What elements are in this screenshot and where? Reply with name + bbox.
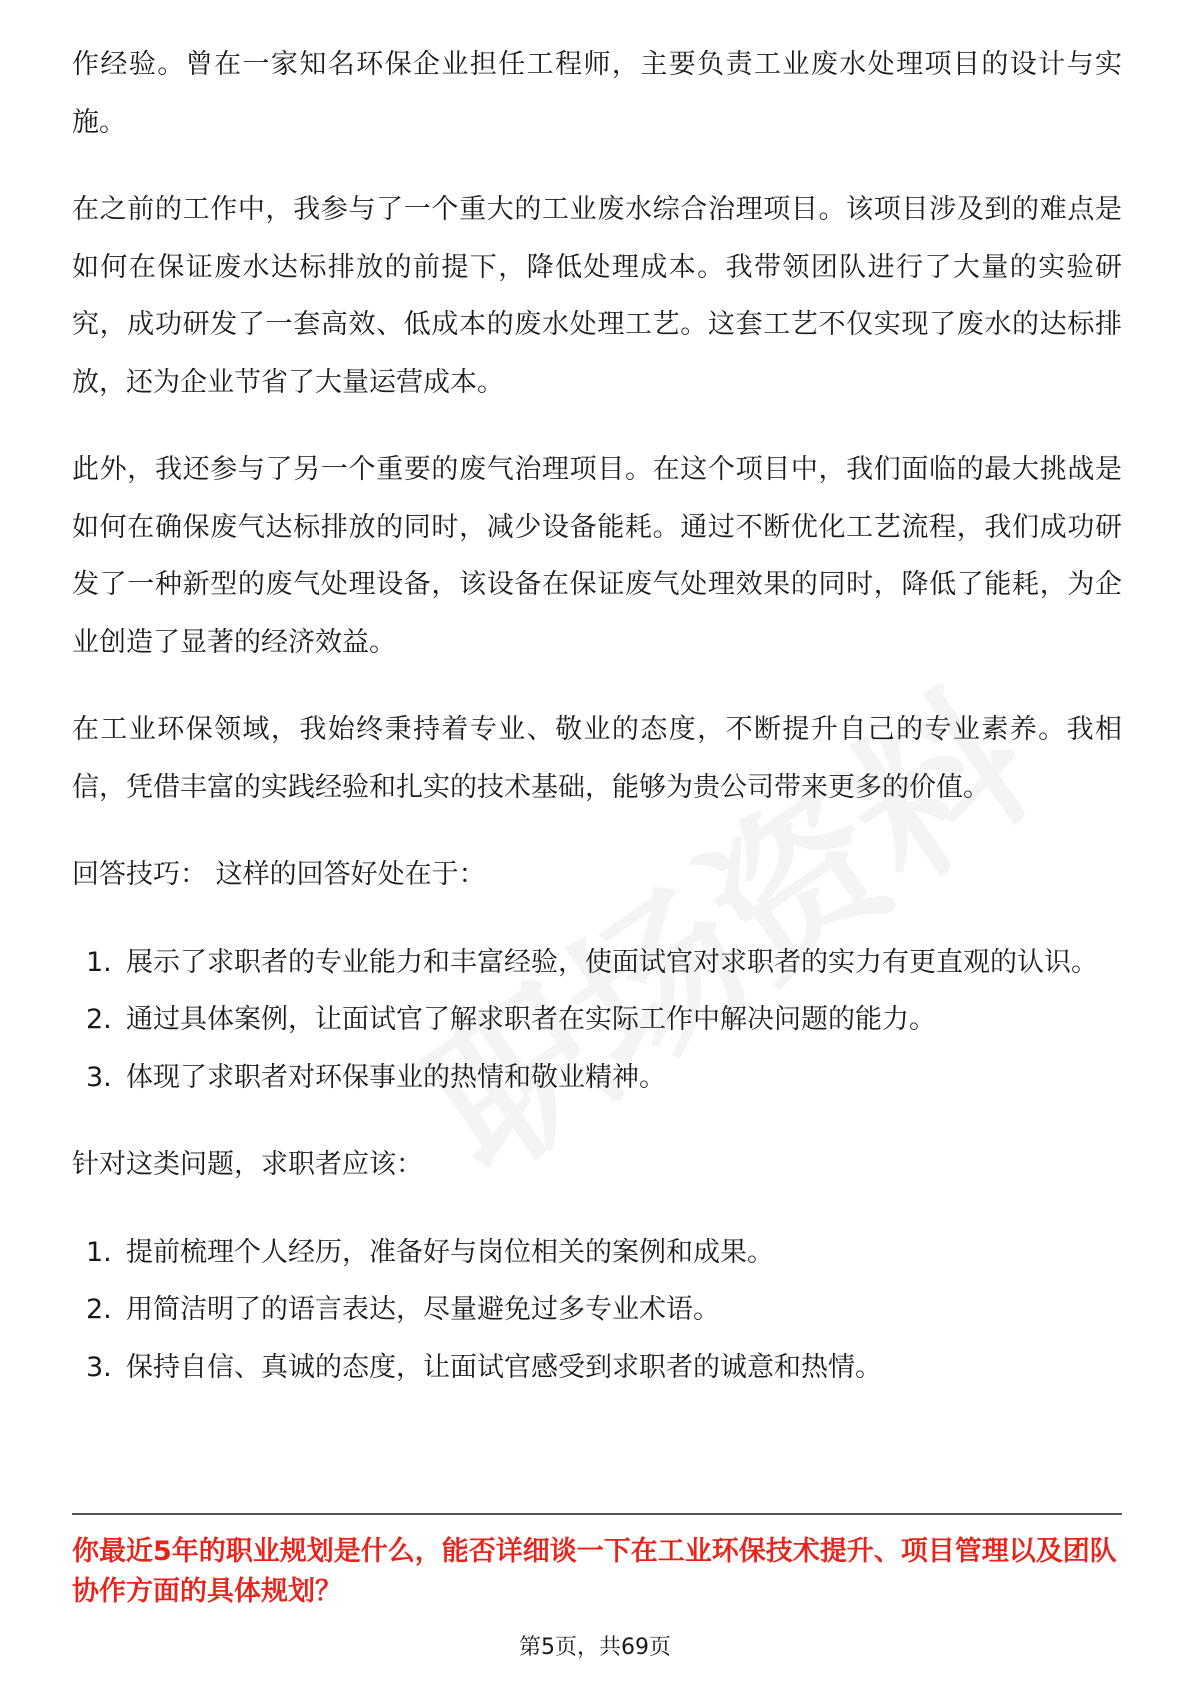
list-number: 3. xyxy=(86,1061,112,1093)
list-item xyxy=(72,1281,1122,1339)
paragraph-exhaust-gas-project: 此外，我还参与了另一个重要的废气治理项目。在这个项目中，我们面临的最大挑战是如何在确保废气达标排放的同时，减少设备能耗。通过不断优化工艺流程，我们成功研发了一种新型的废气处理设备，该设备在保证废气处理效果的同时，降低了能耗，为企业创造了显著的经济效益。 xyxy=(72,454,1122,658)
tips-heading: 回答技巧： 这样的回答好处在于： xyxy=(72,859,486,890)
next-question-heading: 你最近5年的职业规划是什么，能否详细谈一下在工业环保技术提升、项目管理以及团队协作方面的具体规划？ xyxy=(72,1536,1117,1607)
document-body xyxy=(72,36,1122,1426)
page-number-footer: 第5页，共69页 xyxy=(519,1635,671,1660)
list-item-text: 保持自信、真诚的态度，让面试官感受到求职者的诚意和热情。 xyxy=(126,1351,882,1383)
section-divider xyxy=(72,1513,1122,1515)
list-item xyxy=(72,1339,1122,1397)
list-number: 3. xyxy=(86,1351,112,1383)
paragraph-attitude: 在工业环保领域，我始终秉持着专业、敬业的态度，不断提升自己的专业素养。我相信，凭借丰富的实践经验和扎实的技术基础，能够为贵公司带来更多的价值。 xyxy=(72,714,1122,803)
list-item xyxy=(72,1224,1122,1282)
advice-heading: 针对这类问题，求职者应该： xyxy=(72,1149,423,1180)
list-item-text: 展示了求职者的专业能力和丰富经验，使面试官对求职者的实力有更直观的认识。 xyxy=(126,946,1098,978)
list-number: 2. xyxy=(86,1004,112,1035)
list-item xyxy=(72,934,1122,992)
tips-list xyxy=(72,934,1122,1107)
list-number: 2. xyxy=(86,1294,112,1325)
advice-list xyxy=(72,1224,1122,1397)
list-item xyxy=(72,1049,1122,1107)
paragraph-experience-intro: 作经验。曾在一家知名环保企业担任工程师，主要负责工业废水处理项目的设计与实施。 xyxy=(72,49,1122,138)
list-number: 1. xyxy=(86,946,112,978)
list-item-text: 用简洁明了的语言表达，尽量避免过多专业术语。 xyxy=(126,1294,720,1325)
list-item-text: 体现了求职者对环保事业的热情和敬业精神。 xyxy=(126,1061,666,1093)
list-item-text: 提前梳理个人经历，准备好与岗位相关的案例和成果。 xyxy=(126,1236,774,1268)
paragraph-wastewater-project: 在之前的工作中，我参与了一个重大的工业废水综合治理项目。该项目涉及到的难点是如何在保证废水达标排放的前提下，降低处理成本。我带领团队进行了大量的实验研究，成功研发了一套高效、低成本的废水处理工艺。这套工艺不仅实现了废水的达标排放，还为企业节省了大量运营成本。 xyxy=(72,194,1122,398)
list-item-text: 通过具体案例，让面试官了解求职者在实际工作中解决问题的能力。 xyxy=(126,1004,936,1035)
list-item xyxy=(72,991,1122,1049)
list-number: 1. xyxy=(86,1236,112,1268)
